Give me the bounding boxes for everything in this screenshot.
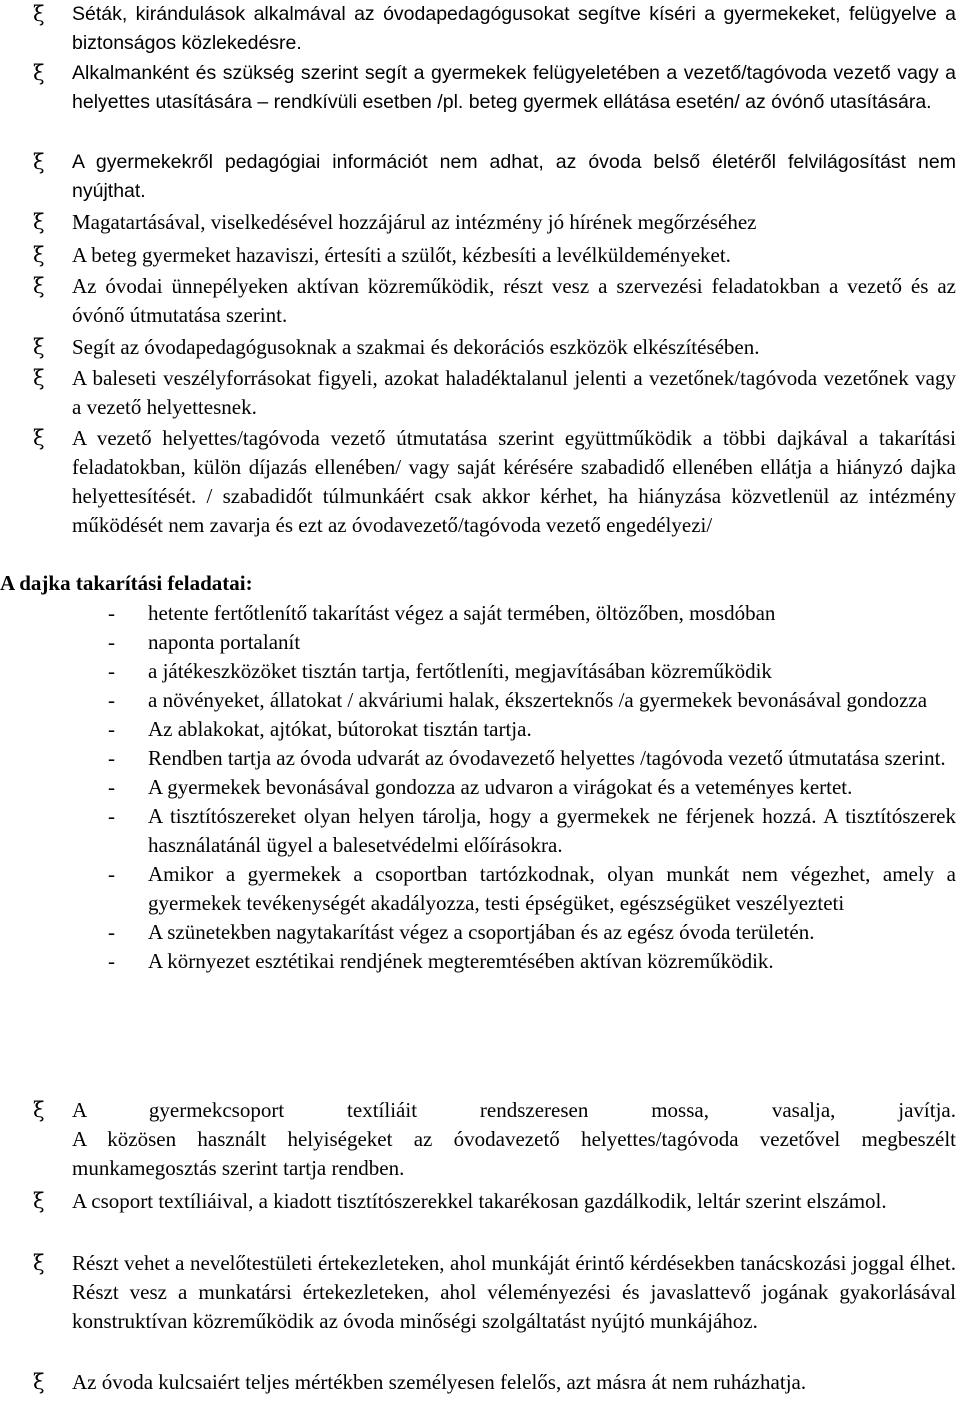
list-item-text: Alkalmanként és szükség szerint segít a gyermekek felügyeletében a vezető/tagóvoda vezető vagy a helyettes utasítására – rendkívüli esetben /pl. beteg gyermek ellátása esetén/ az óvónő utasítására. (72, 62, 956, 113)
task-item (0, 686, 956, 715)
list-item (0, 1249, 956, 1336)
bullet-icon: ξ (33, 426, 45, 450)
list-item (0, 424, 956, 540)
section-heading: A dajka takarítási feladatai: (0, 571, 253, 595)
list-item-text: A gyermekekről pedagógiai információt nem adhat, az óvoda belső életéről felvilágosítást nem nyújthat. (72, 151, 956, 202)
list-item-text: Az óvoda kulcsaiért teljes mértékben személyesen felelős, azt másra át nem ruházhatja. (72, 1370, 807, 1394)
list-item (0, 59, 956, 117)
list-item (0, 241, 956, 270)
task-item (0, 860, 956, 918)
dash-marker: - (108, 746, 115, 770)
bullet-icon: ξ (33, 210, 45, 234)
task-item (0, 657, 956, 686)
dash-marker: - (108, 920, 115, 944)
list-item (0, 208, 956, 237)
dash-marker: - (108, 949, 115, 973)
list-item (0, 0, 956, 58)
bullet-icon: ξ (33, 1189, 45, 1213)
list-item (0, 148, 956, 206)
dash-marker: - (108, 630, 115, 654)
task-item (0, 628, 956, 657)
list-item-text: A beteg gyermeket hazaviszi, értesíti a szülőt, kézbesíti a levélküldeményeket. (72, 243, 731, 267)
list-item (0, 1096, 956, 1183)
bullet-icon: ξ (33, 1098, 45, 1122)
list-item-text: A vezető helyettes/tagóvoda vezető útmutatása szerint együttműködik a többi dajkával a takarítási feladatokban, külön díjazás ellenében/ vagy saját kérésére szabadidő ellenében ellátja a hiányzó dajka helyettesítését. / szabadidőt túlmunkáért csak akkor kérhet, ha hiányzása közvetlenül az intézmény működését nem zavarja és ezt az óvodavezető/tagóvoda vezető engedélyezi/ (72, 426, 956, 537)
dash-marker: - (108, 804, 115, 828)
bullet-icon: ξ (33, 274, 45, 298)
task-item (0, 599, 956, 628)
list-item (0, 364, 956, 422)
task-item-text: a játékeszközöket tisztán tartja, fertőtleníti, megjavításában közreműködik (148, 659, 772, 683)
task-list (0, 599, 960, 976)
bullet-icon: ξ (33, 61, 45, 85)
task-item-text: hetente fertőtlenítő takarítást végez a saját termében, öltözőben, mosdóban (148, 601, 776, 625)
list-item-text: A közösen használt helyiségeket az óvodavezető helyettes/tagóvoda vezetővel megbeszélt munkamegosztás szerint tartja rendben. (72, 1127, 956, 1180)
dash-marker: - (108, 717, 115, 741)
task-item (0, 715, 956, 744)
list-item (0, 333, 956, 362)
dash-marker: - (108, 659, 115, 683)
dash-marker: - (108, 775, 115, 799)
task-item-text: A szünetekben nagytakarítást végez a csoportjában és az egész óvoda területén. (148, 920, 815, 944)
task-item (0, 802, 956, 860)
task-item-text: a növényeket, állatokat / akváriumi halak, ékszerteknős /a gyermekek bevonásával gondozza (148, 688, 928, 712)
list-item-text: Segít az óvodapedagógusoknak a szakmai és dekorációs eszközök elkészítésében. (72, 335, 760, 359)
task-item-text: Rendben tartja az óvoda udvarát az óvodavezető helyettes /tagóvoda vezető útmutatása szerint. (148, 746, 946, 770)
list-item-text: A gyermekcsoport textíliáit rendszeresen mossa, vasalja, javítja. (72, 1098, 956, 1122)
bullet-icon: ξ (33, 1370, 45, 1394)
task-item-text: naponta portalanít (148, 630, 301, 654)
bullet-icon: ξ (33, 243, 45, 267)
dash-marker: - (108, 688, 115, 712)
bullet-icon: ξ (33, 1251, 45, 1275)
task-item-text: Az ablakokat, ajtókat, bútorokat tisztán tartja. (148, 717, 532, 741)
list-item-text: Séták, kirándulások alkalmával az óvodapedagógusokat segítve kíséri a gyermekeket, felügyelve a biztonságos közlekedésre. (72, 3, 956, 54)
list-item-text: Az óvodai ünnepélyeken aktívan közreműködik, részt vesz a szervezési feladatokban a vezető és az óvónő útmutatása szerint. (72, 274, 956, 327)
dash-marker: - (108, 862, 115, 886)
bullet-icon: ξ (33, 335, 45, 359)
task-item-text: A gyermekek bevonásával gondozza az udvaron a virágokat és a veteményes kertet. (148, 775, 853, 799)
bullet-icon: ξ (33, 366, 45, 390)
list-item (0, 1368, 956, 1397)
task-item-text: A tisztítószereket olyan helyen tárolja, hogy a gyermekek ne férjenek hozzá. A tisztítószerek használatánál ügyel a balesetvédelmi előírásokra. (148, 804, 956, 857)
list-item-text: A baleseti veszélyforrásokat figyeli, azokat haladéktalanul jelenti a vezetőnek/tagóvoda vezetőnek vagy a vezető helyettesnek. (72, 366, 956, 419)
task-item (0, 773, 956, 802)
list-item-text: A csoport textíliáival, a kiadott tisztítószerekkel takarékosan gazdálkodik, leltár szerint elszámol. (72, 1189, 887, 1213)
bullet-icon: ξ (33, 2, 45, 26)
dash-marker: - (108, 601, 115, 625)
task-item-text: Amikor a gyermekek a csoportban tartózkodnak, olyan munkát nem végezhet, amely a gyermekek tevékenységét akadályozza, testi épségüket, egészségüket veszélyezteti (148, 862, 956, 915)
list-item (0, 272, 956, 330)
task-item-text: A környezet esztétikai rendjének megteremtésében aktívan közreműködik. (148, 949, 774, 973)
bullet-icon: ξ (33, 150, 45, 174)
task-item (0, 744, 956, 773)
list-item-text: Magatartásával, viselkedésével hozzájárul az intézmény jó hírének megőrzéséhez (72, 210, 757, 234)
task-item (0, 947, 956, 976)
list-item (0, 1187, 956, 1216)
task-item (0, 918, 956, 947)
list-item-text: Részt vehet a nevelőtestületi értekezleteken, ahol munkáját érintő kérdésekben tanácskozási joggal élhet. Részt vesz a munkatársi értekezleteken, ahol véleményezési és javaslattevő jogának gyakorlásával konstruktívan közreműködik az óvoda minőségi szolgáltatást nyújtó munkájához. (72, 1251, 956, 1333)
